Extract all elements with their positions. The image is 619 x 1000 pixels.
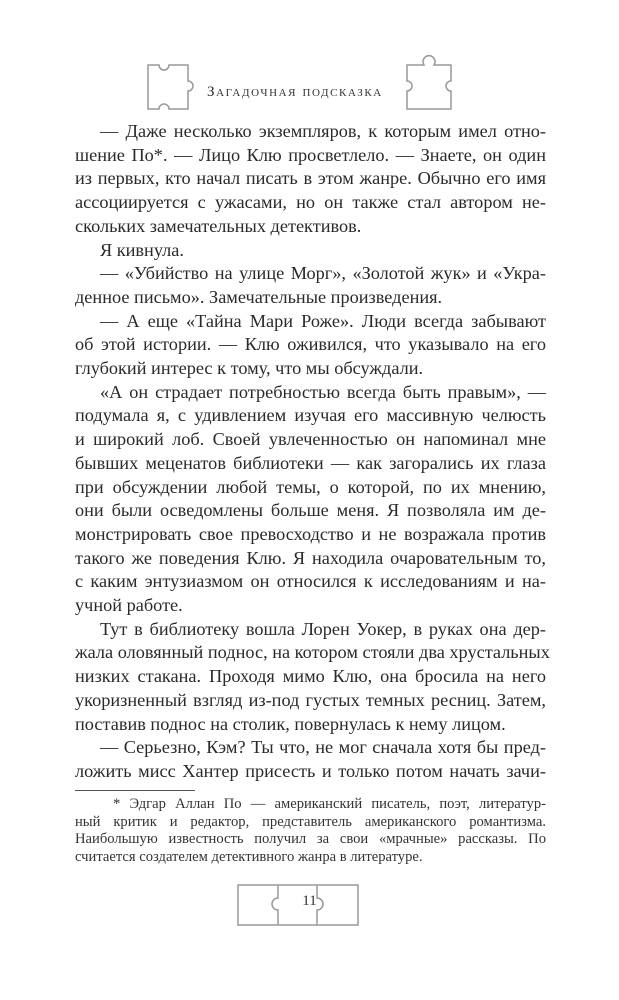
- text-line: ложить мисс Хантер присесть и только потом начать зачи-: [75, 760, 546, 781]
- text-line: они были осведомлены больше меня. Я позволяла им де-: [75, 500, 546, 521]
- text-line: денное письмо». Замечательные произведения.: [75, 286, 443, 307]
- text-line: — Серьезно, Кэм? Ты что, не мог сначала хотя бы пред-: [100, 737, 546, 758]
- running-title: Загадочная подсказка: [207, 84, 383, 100]
- text-line: с каким энтузиазмом он относился к исследованиям и на-: [75, 571, 546, 592]
- text-line: — «Убийство на улице Морг», «Золотой жук» и «Укра-: [100, 263, 546, 284]
- text-line: «А он страдает потребностью всегда быть правым», —: [100, 381, 546, 402]
- footnote-line: считается создателем детективного жанра в литературе.: [75, 848, 423, 865]
- footnote-line: Наибольшую известность получил за свои «мрачные» рассказы. По: [75, 831, 546, 848]
- text-line: Я кивнула.: [100, 239, 184, 260]
- text-line: низких стакана. Проходя мимо Клю, она бросила на него: [75, 666, 546, 687]
- paragraph: [75, 310, 546, 381]
- text-line: об этой истории. — Клю оживился, что указывало на его: [75, 334, 546, 355]
- text-line: — Даже несколько экземпляров, к которым имел отно-: [100, 121, 546, 141]
- text-line: Тут в библиотеку вошла Лорен Уокер, в руках она дер-: [100, 618, 546, 639]
- body-text: [75, 120, 550, 784]
- footnote-separator: [75, 790, 195, 791]
- text-line: такого же поведения Клю. Я находила очаровательным то,: [75, 547, 546, 568]
- footnote-line: * Эдгар Аллан По — американский писатель, поэт, литератур-: [113, 796, 546, 812]
- text-line: учной работе.: [75, 595, 183, 616]
- text-line: глубокий интерес к тому, что мы обсуждали.: [75, 358, 424, 379]
- puzzle-piece-right-icon: [405, 51, 455, 111]
- page-number: 11: [302, 893, 317, 909]
- footnote-line: ный критик и редактор, представитель американского романтизма.: [75, 813, 546, 830]
- text-line: и широкий лоб. Своей увлеченностью он напоминал мне: [75, 429, 546, 450]
- text-line: скольких замечательных детективов.: [75, 215, 362, 236]
- paragraph: [75, 381, 546, 618]
- text-line: жала оловянный поднос, на котором стояли два хрустальных: [75, 642, 550, 663]
- paragraph: [75, 736, 546, 783]
- text-line: шение По*. — Лицо Клю просветлело. — Знаете, он один: [75, 144, 546, 165]
- text-line: — А еще «Тайна Мари Роже». Люди всегда забывают: [100, 310, 546, 331]
- text-line: укоризненный взгляд из-под густых темных ресниц. Затем,: [75, 689, 546, 710]
- paragraph: [75, 618, 550, 737]
- puzzle-piece-left-icon: [146, 63, 194, 111]
- text-line: из первых, кто начал писать в этом жанре. Обычно его имя: [75, 168, 546, 189]
- paragraph: [75, 262, 546, 309]
- paragraph: [75, 120, 546, 239]
- text-line: бывших меценатов библиотеки — как загорались их глаза: [75, 452, 546, 473]
- text-line: подумала я, с удивлением изучая его массивную челюсть: [75, 405, 546, 426]
- text-line: ассоциируется с ужасами, но он также стал автором не-: [75, 192, 546, 213]
- text-line: поставив поднос на столик, повернулась к нему лицом.: [75, 713, 506, 734]
- footnote: [75, 796, 546, 866]
- text-line: при обсуждении любой темы, о которой, по их мнению,: [75, 476, 546, 497]
- text-line: монстрировать свое превосходство и не возражала против: [75, 523, 546, 544]
- paragraph: [75, 239, 546, 263]
